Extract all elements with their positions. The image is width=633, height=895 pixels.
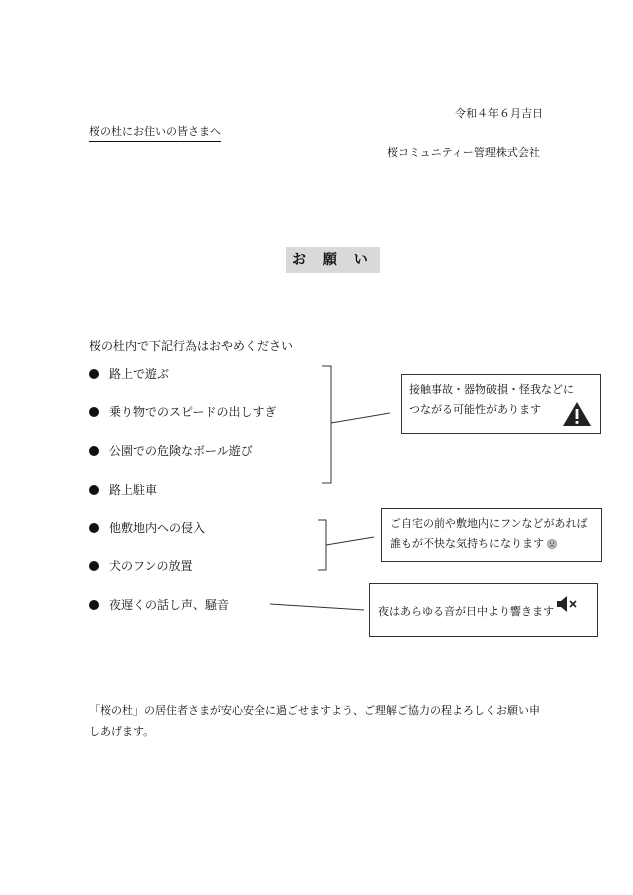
list-item-label: 乗り物でのスピードの出しすぎ [109,405,277,419]
accident-note-line: つながる可能性があります [409,403,541,416]
notice-title: お 願 い [286,247,380,273]
list-item-label: 公園での危険なボール遊び [109,444,253,458]
noise-note-text: 夜はあらゆる音が日中より響きます [378,605,554,618]
accident-note-box [401,374,601,434]
sad-face-icon [547,539,557,549]
warning-triangle-icon [562,401,592,427]
accident-note-line: 接触事故・器物破損・怪我などに [409,383,574,396]
discomfort-note-box [381,508,602,562]
issue-date: 令和４年６月吉日 [455,107,543,120]
list-item-label: 夜遅くの話し声、騒音 [109,598,230,612]
noise-note-box [369,583,598,637]
discomfort-note-line: ご自宅の前や敷地内にフンなどがあれば [390,517,588,530]
recipient-line: 桜の杜にお住いの皆さまへ [89,124,221,142]
sender-company: 桜コミュニティー管理株式会社 [387,146,540,159]
discomfort-note-line-wrap [390,534,601,554]
intro-text: 桜の杜内で下記行為はおやめください [89,339,294,353]
list-item-label: 犬のフンの放置 [109,559,193,573]
closing-paragraph: 「桜の杜」の居住者さまが安心安全に過ごせますよう、ご理解ご協力の程よろしくお願い申しあげます。 [89,704,540,738]
list-item-label: 他敷地内への侵入 [109,521,206,535]
speaker-muted-icon [556,594,580,614]
list-item-label: 路上駐車 [109,483,158,497]
list-item-label: 路上で遊ぶ [109,367,170,381]
discomfort-note-line: 誰もが不快な気持ちになります [390,537,544,550]
